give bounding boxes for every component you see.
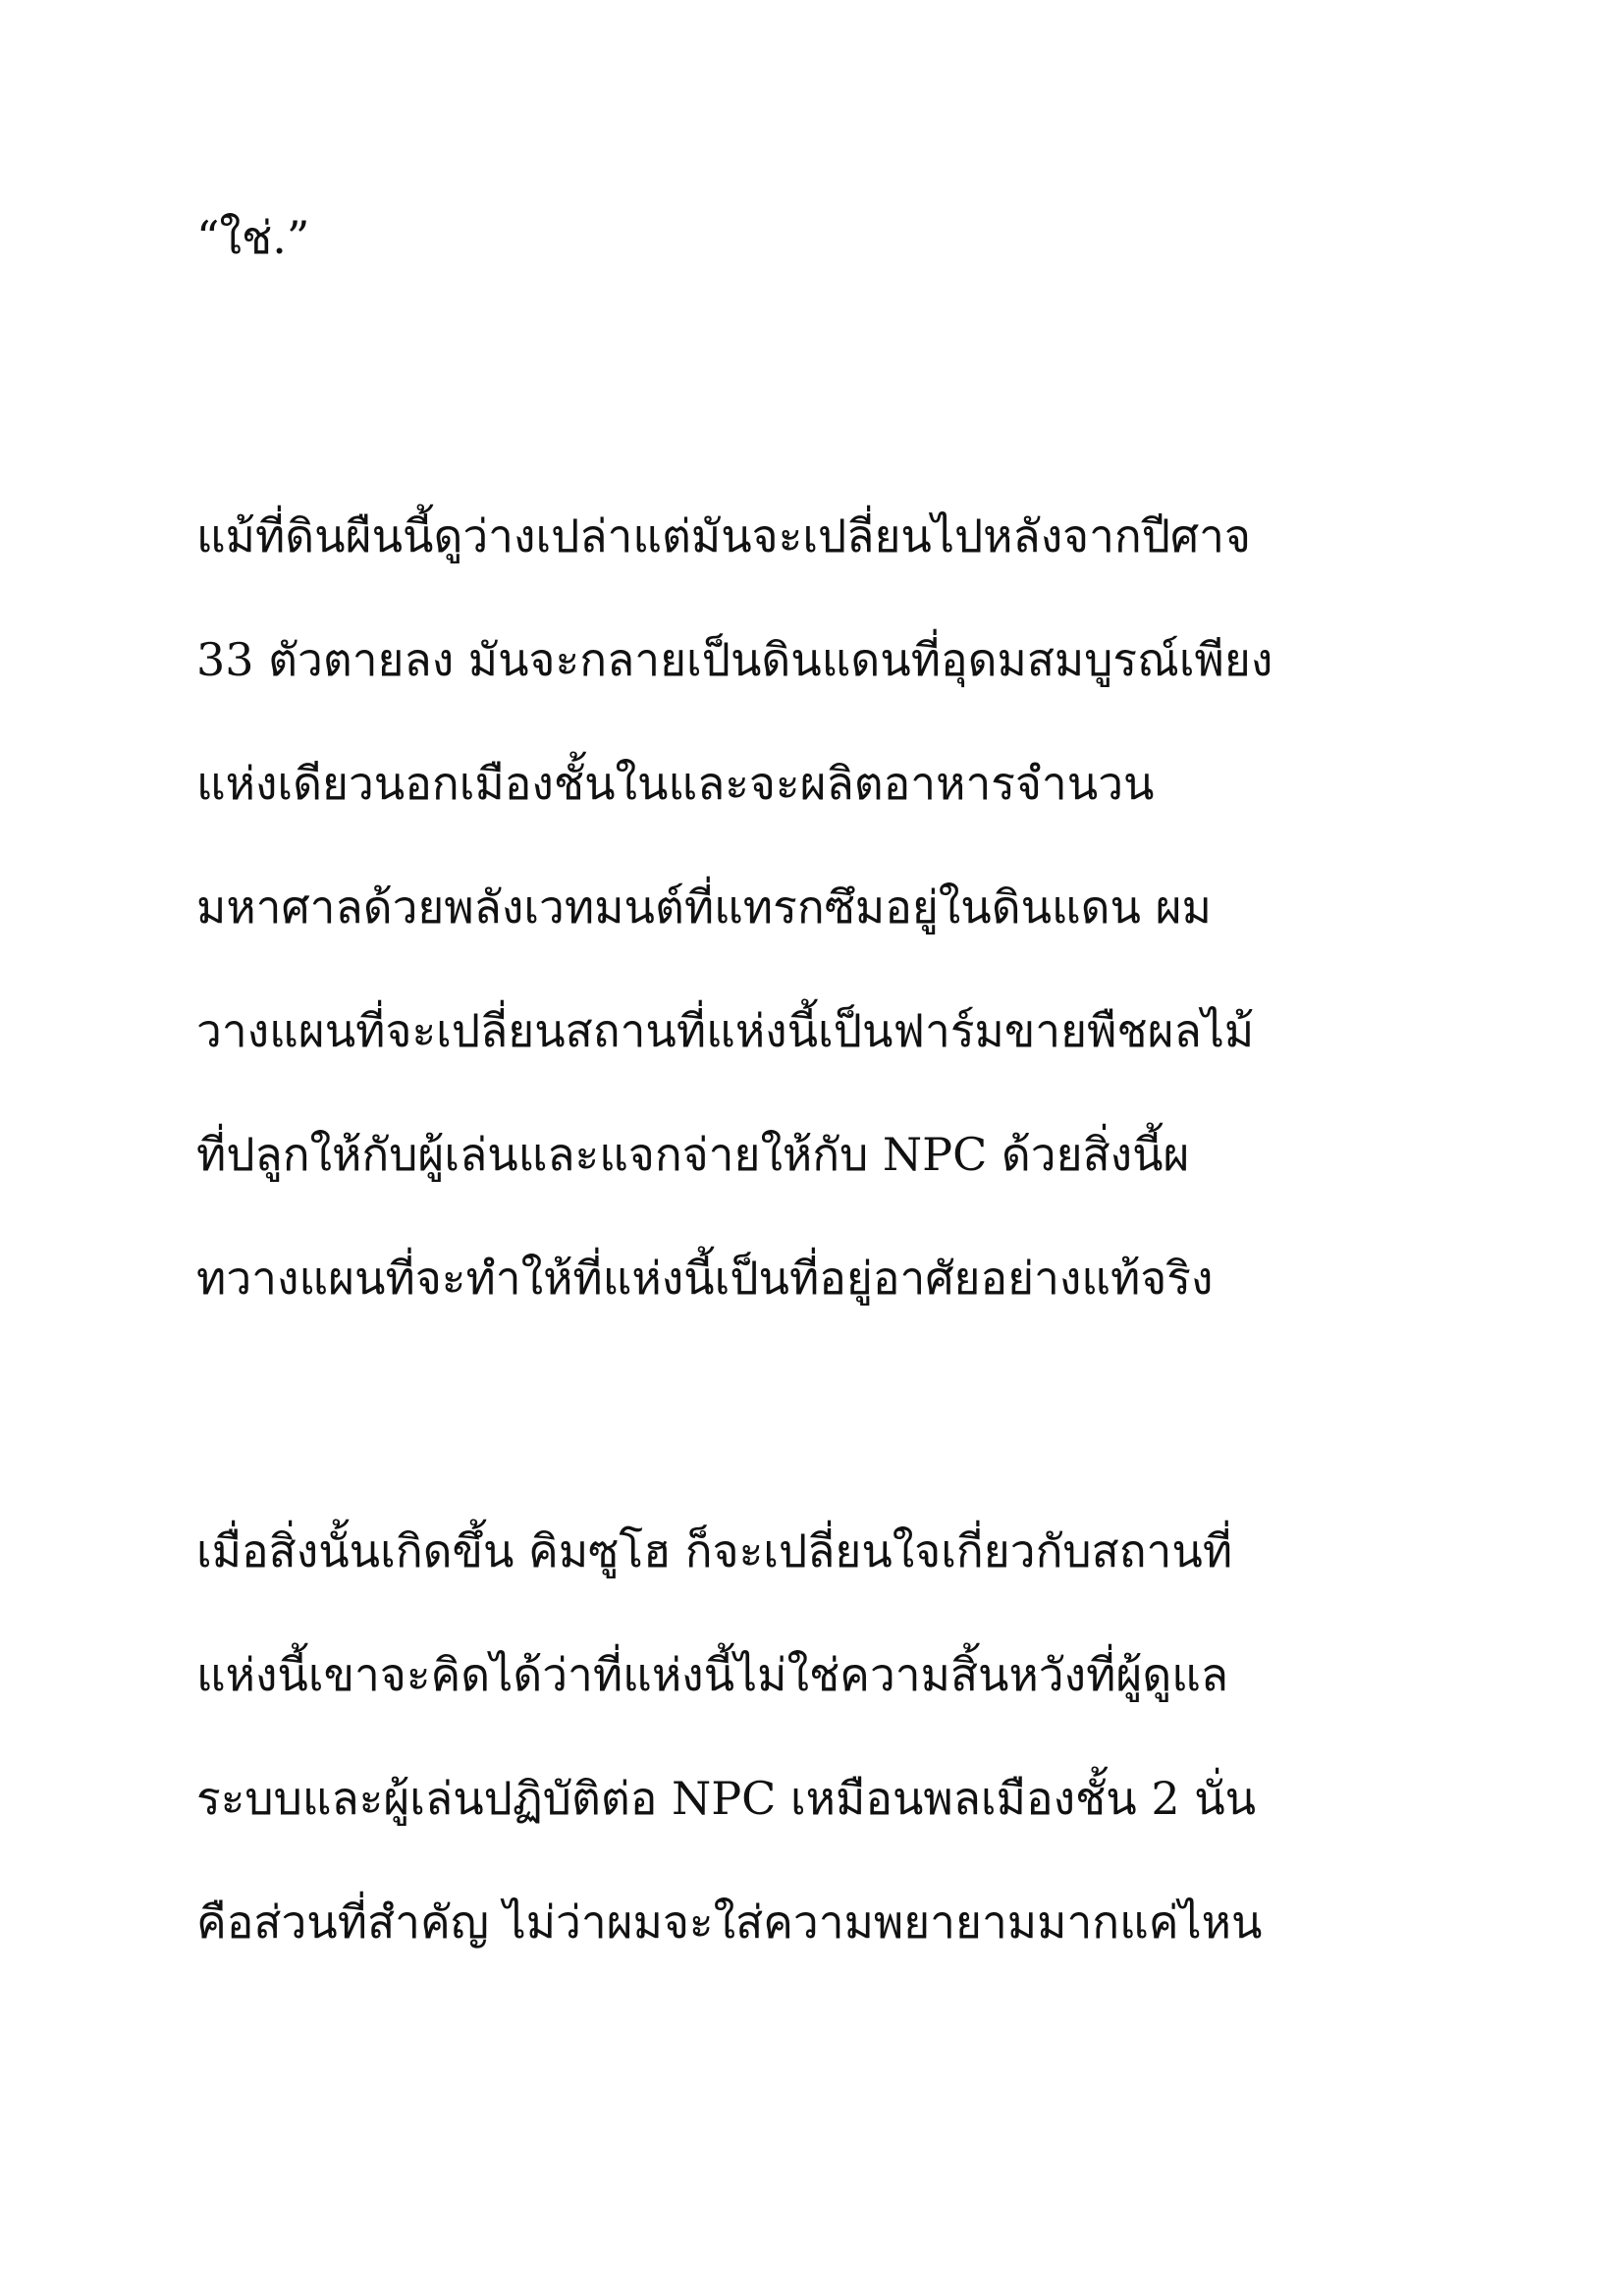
- paragraph-line: แห่งนี้เขาจะคิดได้ว่าที่แห่งนี้ไม่ใช่ความสิ้นหวังที่ผู้ดูแล: [196, 1648, 1229, 1701]
- paragraph-line: 33 ตัวตายลง มันจะกลายเป็นดินแดนที่อุดมสมบูรณ์เพียง: [196, 633, 1273, 686]
- dialogue-line: “ใช่.”: [196, 211, 310, 264]
- paragraph-line: คือส่วนที่สำคัญ ไม่ว่าผมจะใส่ความพยายามมากแค่ไหน: [196, 1896, 1263, 1949]
- paragraph-line: ทวางแผนที่จะทำให้ที่แห่งนี้เป็นที่อยู่อาศัยอย่างแท้จริง: [196, 1252, 1214, 1305]
- paragraph-line: แม้ที่ดินผืนนี้ดูว่างเปล่าแต่มันจะเปลี่ยนไปหลังจากปีศาจ: [196, 509, 1251, 562]
- paragraph-line: แห่งเดียวนอกเมืองชั้นในและจะผลิตอาหารจำนวน: [196, 757, 1155, 810]
- paragraph-line: เมื่อสิ่งนั้นเกิดขึ้น คิมซูโฮ ก็จะเปลี่ยนใจเกี่ยวกับสถานที่: [196, 1524, 1233, 1577]
- paragraph-line: วางแผนที่จะเปลี่ยนสถานที่แห่งนี้เป็นฟาร์มขายพืชผลไม้: [196, 1004, 1255, 1057]
- paragraph-line: ที่ปลูกให้กับผู้เล่นและแจกจ่ายให้กับ NPC ด้วยสิ่งนี้ผ: [196, 1128, 1190, 1181]
- paragraph-line: มหาศาลด้วยพลังเวทมนต์ที่แทรกซึมอยู่ในดินแดน ผม: [196, 881, 1212, 934]
- paragraph-line: ระบบและผู้เล่นปฏิบัติต่อ NPC เหมือนพลเมืองชั้น 2 นั่น: [196, 1772, 1257, 1825]
